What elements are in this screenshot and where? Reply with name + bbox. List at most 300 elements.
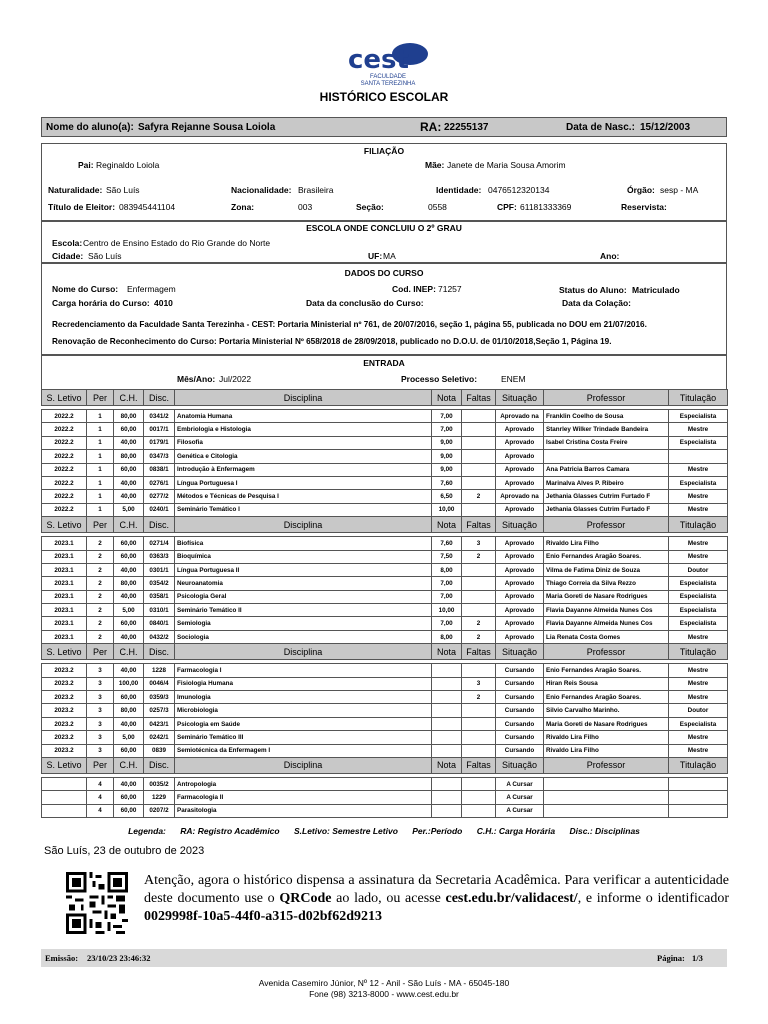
cell-status: Cursando [496,744,544,757]
cell-professor: Stanrley Wilker Trindade Bandeira [544,423,669,436]
cell-title: Mestre [669,537,728,550]
cell-title: Mestre [669,423,728,436]
cell-status: Aprovado [496,463,544,476]
cell-hours: 40,00 [114,490,144,503]
cell-status: Aprovado [496,423,544,436]
table-row [42,503,728,516]
cell-absences [462,604,496,617]
document-title: HISTÓRICO ESCOLAR [319,90,449,104]
curso-title: DADOS DO CURSO [344,268,424,278]
cell-discipline: Língua Portuguesa II [175,563,432,576]
cell-professor: Hiran Reis Sousa [544,677,669,690]
cell-period: 2 [87,630,114,643]
pai-value: Reginaldo Loiola [96,160,160,170]
mesano-label: Mês/Ano: [177,374,216,384]
cell-grade: 7,00 [432,590,462,603]
table-header [42,517,728,533]
cell-disc-code: 0257/3 [144,704,175,717]
cell-period: 3 [87,717,114,730]
cell-hours: 80,00 [114,704,144,717]
column-header-professor: Professor [544,390,669,406]
cell-grade: 7,00 [432,410,462,423]
cell-status: Aprovado [496,476,544,489]
cell-status: Aprovado [496,630,544,643]
cell-title: Mestre [669,677,728,690]
table-row [42,630,728,643]
cell-title: Mestre [669,463,728,476]
cell-discipline: Seminário Temático II [175,604,432,617]
cell-status: Aprovado na [496,410,544,423]
status-label: Status do Aluno: [559,285,627,295]
cell-hours: 40,00 [114,590,144,603]
cell-title: Especialista [669,617,728,630]
column-header-absences: Faltas [462,517,496,533]
cell-period: 2 [87,550,114,563]
cell-period: 1 [87,476,114,489]
cell-professor: Flavia Dayanne Almeida Nunes Cos [544,604,669,617]
table-row [42,617,728,630]
birth-label: Data de Nasc.: [566,122,635,133]
entrada-title: ENTRADA [363,358,405,368]
cell-discipline: Semiotécnica da Enfermagem I [175,744,432,757]
cell-discipline: Semiologia [175,617,432,630]
column-header-absences: Faltas [462,644,496,660]
cell-absences [462,503,496,516]
zona-value: 003 [298,202,313,212]
cell-status: Aprovado [496,617,544,630]
column-header-professor: Professor [544,517,669,533]
column-header-professor: Professor [544,644,669,660]
column-header-grade: Nota [432,390,462,406]
column-header-grade: Nota [432,517,462,533]
cell-absences [462,577,496,590]
cell-disc-code: 0242/1 [144,731,175,744]
orgao-value: sesp - MA [660,185,699,195]
cell-absences [462,704,496,717]
cell-absences: 2 [462,550,496,563]
legend-item: S.Letivo: Semestre Letivo [293,826,398,836]
cell-grade: 7,60 [432,537,462,550]
table-row [42,777,728,790]
cell-hours: 40,00 [114,630,144,643]
escola-label: Escola: [52,238,83,248]
renovacao-text: Renovação de Reconhecimento do Curso: Portaria Ministerial Nº 658/2018 de 28/09/2018, publicado no D.O.U. de 01/10/2018,Seção 1, Página 19. [52,337,612,346]
cell-status: Aprovado [496,577,544,590]
cell-disc-code: 0046/4 [144,677,175,690]
ano-label: Ano: [600,251,620,261]
conclusao-label: Data da conclusão do Curso: [306,298,424,308]
cell-professor: Silvio Carvalho Marinho. [544,704,669,717]
cell-title: Mestre [669,630,728,643]
column-header-period: Per [87,644,114,660]
table-row [42,423,728,436]
cell-disc-code: 0310/1 [144,604,175,617]
qr-code-icon [66,872,128,934]
footer [0,978,768,1000]
escola-section [41,221,727,263]
curso-section [41,263,727,355]
cell-hours: 80,00 [114,410,144,423]
cell-professor [544,450,669,463]
cell-absences [462,777,496,790]
cell-hours: 60,00 [114,791,144,804]
cell-grade: 10,00 [432,604,462,617]
cell-hours: 60,00 [114,691,144,704]
cell-period: 2 [87,604,114,617]
cell-absences: 2 [462,490,496,503]
column-header-title: Titulação [669,644,728,660]
cell-status: Aprovado [496,590,544,603]
column-header-discipline: Disciplina [175,517,432,533]
cell-semester: 2022.2 [42,476,87,489]
cell-absences [462,563,496,576]
cell-discipline: Língua Portuguesa I [175,476,432,489]
column-header-disc-code: Disc. [144,757,175,773]
student-name: Safyra Rejanne Sousa Loiola [138,122,276,133]
cell-discipline: Embriologia e Histologia [175,423,432,436]
cell-grade: 10,00 [432,503,462,516]
colacao-label: Data da Colação: [562,298,631,308]
pai-label: Pai: [78,160,94,170]
table-row [42,537,728,550]
cell-title [669,804,728,817]
cell-discipline: Neuroanatomia [175,577,432,590]
cell-title: Mestre [669,550,728,563]
cell-hours: 60,00 [114,550,144,563]
column-header-absences: Faltas [462,390,496,406]
cell-discipline: Seminário Temático III [175,731,432,744]
cell-discipline: Antropologia [175,777,432,790]
entrada-section [41,355,727,389]
cell-status: Aprovado [496,563,544,576]
secao-value: 0558 [428,202,447,212]
curso-nome-label: Nome do Curso: [52,284,119,294]
cell-discipline: Biofísica [175,537,432,550]
orgao-label: Órgão: [627,185,655,195]
cell-professor: Enio Fernandes Aragão Soares. [544,550,669,563]
column-header-discipline: Disciplina [175,390,432,406]
cell-professor: Rivaldo Lira Filho [544,731,669,744]
cell-hours: 5,00 [114,731,144,744]
cell-professor: Jethania Glasses Cutrim Furtado F [544,490,669,503]
cell-professor [544,777,669,790]
table-row [42,436,728,449]
cell-professor: Jethania Glasses Cutrim Furtado F [544,503,669,516]
validation-url[interactable]: cest.edu.br/validacest/ [445,891,578,906]
cell-disc-code: 0179/1 [144,436,175,449]
table-row [42,804,728,817]
column-header-semester: S. Letivo [42,757,87,773]
cell-semester [42,804,87,817]
column-header-grade: Nota [432,644,462,660]
reservista-label: Reservista: [621,202,667,212]
table-row [42,590,728,603]
column-header-period: Per [87,390,114,406]
table-row [42,731,728,744]
ra-value: 22255137 [444,122,489,133]
column-header-professor: Professor [544,757,669,773]
ra-label: RA: [420,120,442,134]
cell-professor: Vilma de Fatima Diniz de Souza [544,563,669,576]
cell-period: 1 [87,503,114,516]
cell-absences [462,791,496,804]
cell-period: 1 [87,410,114,423]
cell-disc-code: 0840/1 [144,617,175,630]
uf-value: MA [383,251,396,261]
cell-hours: 5,00 [114,604,144,617]
legend [0,826,768,836]
cell-status: Cursando [496,677,544,690]
cell-semester: 2023.2 [42,664,87,677]
cell-period: 4 [87,777,114,790]
notice-text: , e informe o identificador [577,891,729,906]
cell-status: Aprovado [496,436,544,449]
cell-hours: 60,00 [114,463,144,476]
column-header-discipline: Disciplina [175,644,432,660]
cell-grade [432,804,462,817]
cell-grade [432,777,462,790]
legend-item: C.H.: Carga Horária [476,826,556,836]
cell-semester: 2022.2 [42,490,87,503]
legend-item: RA: Registro Acadêmico [180,826,280,836]
cell-disc-code: 0277/2 [144,490,175,503]
cell-disc-code: 0363/3 [144,550,175,563]
cell-grade [432,691,462,704]
cell-grade: 9,00 [432,436,462,449]
escola-title: ESCOLA ONDE CONCLUIU O 2º GRAU [306,223,462,233]
cell-semester: 2023.2 [42,691,87,704]
cell-title: Especialista [669,604,728,617]
cell-title: Mestre [669,744,728,757]
cell-semester: 2023.2 [42,717,87,730]
cell-semester: 2023.1 [42,550,87,563]
birth-value: 15/12/2003 [640,122,691,133]
cell-grade [432,717,462,730]
table-row [42,450,728,463]
cell-semester: 2023.1 [42,537,87,550]
cell-semester: 2023.1 [42,630,87,643]
city-date: São Luís, 23 de outubro de 2023 [44,845,205,857]
column-header-hours: C.H. [114,757,144,773]
cell-period: 1 [87,450,114,463]
cell-professor: Isabel Cristina Costa Freire [544,436,669,449]
cell-period: 3 [87,691,114,704]
identidade-value: 0476512320134 [488,185,550,195]
cell-status: Aprovado [496,450,544,463]
cell-professor: Enio Fernandes Aragão Soares. [544,664,669,677]
column-header-status: Situação [496,757,544,773]
cell-title [669,450,728,463]
cell-title: Especialista [669,410,728,423]
legend-title: Legenda: [128,826,166,836]
cell-semester: 2023.1 [42,617,87,630]
cell-semester: 2022.2 [42,423,87,436]
cell-status: Aprovado na [496,490,544,503]
table-row [42,664,728,677]
cell-grade [432,704,462,717]
cell-title: Especialista [669,577,728,590]
cell-title: Especialista [669,476,728,489]
cell-professor [544,804,669,817]
emissao-label: Emissão: [45,953,79,963]
cell-absences [462,476,496,489]
titulo-value: 083945441104 [119,202,176,212]
cell-disc-code: 0341/2 [144,410,175,423]
column-header-semester: S. Letivo [42,390,87,406]
table-row [42,791,728,804]
table-row [42,604,728,617]
cell-semester: 2022.2 [42,450,87,463]
cell-professor: Rivaldo Lira Filho [544,744,669,757]
recredenciamento-text: Recredenciamento da Faculdade Santa Terezinha - CEST: Portaria Ministerial nº 761, de 20/07/2016, seção 1, página 55, publicada no DOU em 21/07/2016. [52,320,647,329]
cell-period: 2 [87,563,114,576]
cell-disc-code: 0035/2 [144,777,175,790]
column-header-title: Titulação [669,757,728,773]
cell-period: 1 [87,423,114,436]
cell-title: Mestre [669,490,728,503]
cell-hours: 60,00 [114,744,144,757]
cell-discipline: Seminário Temático I [175,503,432,516]
cell-period: 4 [87,791,114,804]
cell-grade: 9,00 [432,463,462,476]
mesano-value: Jul/2022 [219,374,252,384]
cell-status: Cursando [496,717,544,730]
cell-hours: 60,00 [114,804,144,817]
table-row [42,490,728,503]
cell-disc-code: 0347/3 [144,450,175,463]
column-header-title: Titulação [669,390,728,406]
cell-hours: 80,00 [114,577,144,590]
footer-address: Avenida Casemiro Júnior, Nº 12 - Anil - São Luís - MA - 65045-180 [258,978,510,988]
cell-status: A Cursar [496,777,544,790]
cell-grade: 7,00 [432,617,462,630]
cell-professor: Ana Patricia Barros Camara [544,463,669,476]
cell-hours: 60,00 [114,423,144,436]
cell-absences [462,463,496,476]
emission-bar [41,949,727,967]
cell-semester: 2023.2 [42,677,87,690]
table-row [42,563,728,576]
column-header-discipline: Disciplina [175,757,432,773]
cell-title: Especialista [669,717,728,730]
cell-grade: 8,00 [432,563,462,576]
cell-period: 1 [87,436,114,449]
cell-disc-code: 0839 [144,744,175,757]
cell-title: Mestre [669,664,728,677]
cell-discipline: Farmacologia II [175,791,432,804]
cell-semester [42,791,87,804]
titulo-label: Título de Eleitor: [48,202,116,212]
cell-status: Cursando [496,704,544,717]
cell-title: Doutor [669,704,728,717]
column-header-title: Titulação [669,517,728,533]
cell-period: 1 [87,490,114,503]
cell-hours: 60,00 [114,617,144,630]
cell-absences [462,744,496,757]
column-header-period: Per [87,757,114,773]
escola-value: Centro de Ensino Estado do Rio Grande do Norte [83,238,271,248]
cell-grade: 7,00 [432,423,462,436]
column-header-disc-code: Disc. [144,517,175,533]
validation-id: 0029998f-10a5-44f0-a315-d02bf62d9213 [144,909,382,924]
column-header-status: Situação [496,644,544,660]
cell-discipline: Genética e Citologia [175,450,432,463]
cell-professor: Lia Renata Costa Gomes [544,630,669,643]
cell-absences: 2 [462,691,496,704]
cell-absences: 3 [462,677,496,690]
cell-grade: 7,00 [432,577,462,590]
column-header-disc-code: Disc. [144,644,175,660]
cell-disc-code: 1228 [144,664,175,677]
cell-semester: 2023.2 [42,704,87,717]
cell-hours: 40,00 [114,563,144,576]
cell-grade: 8,00 [432,630,462,643]
cell-discipline: Fisiologia Humana [175,677,432,690]
cell-absences [462,590,496,603]
cell-period: 3 [87,731,114,744]
cell-professor: Marinalva Alves P. Ribeiro [544,476,669,489]
cell-grade [432,791,462,804]
cell-professor: Maria Goreti de Nasare Rodrigues [544,590,669,603]
column-header-status: Situação [496,517,544,533]
cell-grade [432,744,462,757]
cell-period: 3 [87,744,114,757]
table-row [42,410,728,423]
cell-semester [42,777,87,790]
column-header-period: Per [87,517,114,533]
mae-label: Mãe: [425,160,445,170]
status-value: Matriculado [632,285,680,295]
cell-absences: 2 [462,630,496,643]
cell-disc-code: 0838/1 [144,463,175,476]
table-header [42,757,728,773]
table-row [42,463,728,476]
cpf-label: CPF: [497,202,517,212]
cell-disc-code: 1229 [144,791,175,804]
cell-absences [462,423,496,436]
cell-absences [462,731,496,744]
cell-semester: 2022.2 [42,503,87,516]
cell-disc-code: 0271/4 [144,537,175,550]
cell-absences [462,450,496,463]
cell-status: Aprovado [496,537,544,550]
cell-period: 2 [87,537,114,550]
cell-disc-code: 0017/1 [144,423,175,436]
column-header-hours: C.H. [114,517,144,533]
table-header [42,390,728,406]
page-label: Página: [657,953,685,963]
column-header-absences: Faltas [462,757,496,773]
table-header [42,644,728,660]
cell-period: 3 [87,704,114,717]
cell-discipline: Imunologia [175,691,432,704]
cell-title [669,777,728,790]
cell-grade: 6,50 [432,490,462,503]
cell-discipline: Psicologia em Saúde [175,717,432,730]
column-header-semester: S. Letivo [42,517,87,533]
legend-item: Disc.: Disciplinas [569,826,640,836]
notice-qrcode: QRCode [279,891,332,906]
cell-discipline: Bioquímica [175,550,432,563]
naturalidade-label: Naturalidade: [48,185,103,195]
cell-discipline: Anatomia Humana [175,410,432,423]
cell-disc-code: 0276/1 [144,476,175,489]
cell-professor: Franklin Coelho de Sousa [544,410,669,423]
carga-value: 4010 [154,298,173,308]
uf-label: UF: [368,251,383,261]
cell-grade: 7,60 [432,476,462,489]
cell-period: 2 [87,617,114,630]
